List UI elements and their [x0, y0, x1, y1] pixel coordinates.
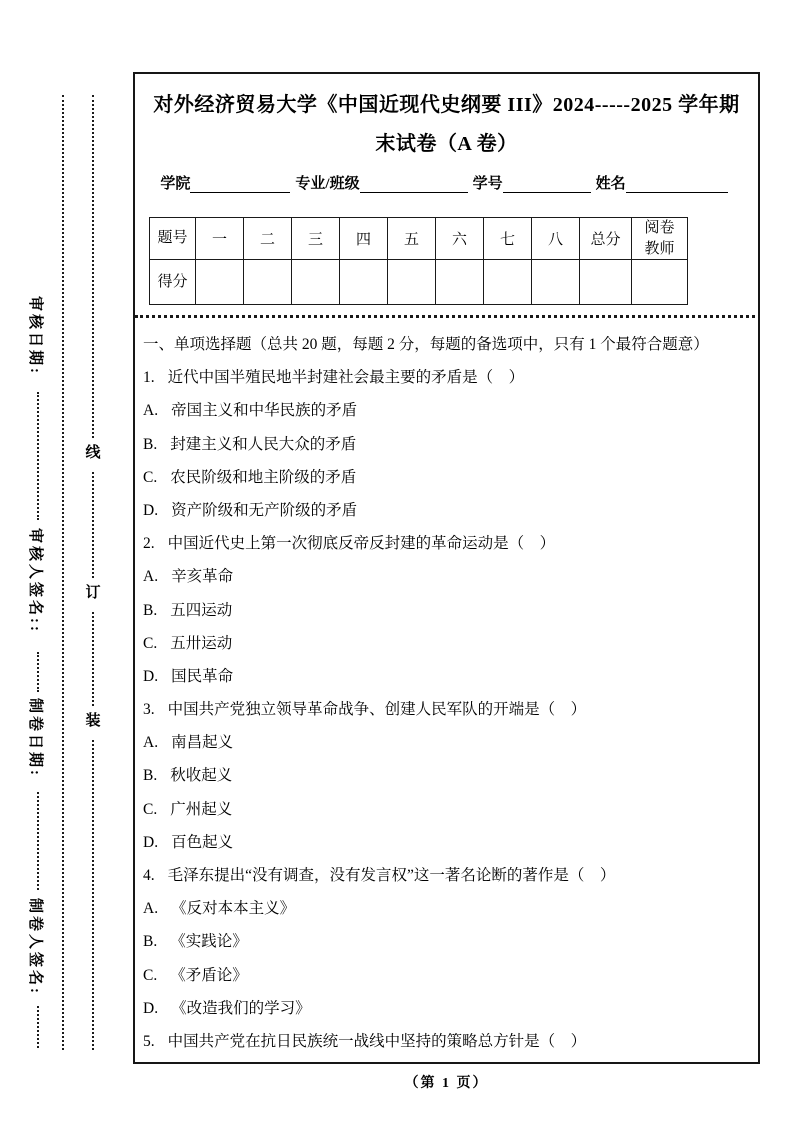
- student-info-fields: [135, 172, 758, 193]
- option-label: A.: [143, 402, 159, 420]
- table-header-4: 四: [340, 218, 388, 260]
- option-label: C.: [143, 468, 158, 486]
- option-label: D.: [143, 501, 159, 519]
- binding-dotted-line: [62, 95, 64, 1050]
- question-text: 中国共产党在抗日民族统一战线中坚持的策略总方针是（ ）: [167, 1032, 587, 1050]
- score-table-score-row: [150, 260, 688, 305]
- field-college-label: 学院: [160, 176, 191, 192]
- margin-label-maker-signature: 制卷人签名:: [27, 898, 43, 996]
- binding-char-staple: 订: [85, 585, 101, 601]
- option-label: D.: [143, 667, 159, 685]
- option-line: [143, 759, 750, 792]
- question-stem: [143, 527, 750, 560]
- question-stem: [143, 859, 750, 892]
- option-label: B.: [143, 767, 158, 785]
- option-text: 辛亥革命: [171, 568, 234, 586]
- table-header-3: 三: [292, 218, 340, 260]
- question-number: 5.: [143, 1032, 155, 1050]
- field-college-blank: [190, 177, 290, 193]
- option-line: [143, 826, 750, 859]
- option-label: A.: [143, 568, 159, 586]
- option-label: B.: [143, 601, 158, 619]
- section-heading: 一、单项选择题（总共 20 题，每题 2 分，每题的备选项中，只有 1 个最符合题意）: [143, 336, 709, 353]
- score-cell-empty: [292, 260, 340, 305]
- option-line: [143, 494, 750, 527]
- option-line: [143, 892, 750, 925]
- option-line: [143, 461, 750, 494]
- option-text: 资产阶级和无产阶级的矛盾: [171, 501, 358, 519]
- option-label: C.: [143, 966, 158, 984]
- option-label: A.: [143, 734, 159, 752]
- field-student-id-label: 学号: [472, 176, 503, 192]
- question-number: 2.: [143, 535, 155, 553]
- table-header-question-no: 题号: [150, 218, 196, 260]
- option-text: 秋收起义: [170, 767, 233, 785]
- option-label: C.: [143, 800, 158, 818]
- table-header-total: 总分: [580, 218, 632, 260]
- table-score-label: 得分: [150, 260, 196, 305]
- option-label: B.: [143, 435, 158, 453]
- binding-char-line: 线: [85, 445, 101, 461]
- score-cell-empty: [244, 260, 292, 305]
- table-header-8: 八: [532, 218, 580, 260]
- option-line: [143, 959, 750, 992]
- table-header-1: 一: [196, 218, 244, 260]
- option-text: 百色起义: [171, 833, 234, 851]
- margin-label-maker-date: 制卷日期:: [27, 698, 43, 778]
- question-text: 中国共产党独立领导革命战争、创建人民军队的开端是（ ）: [167, 701, 587, 719]
- option-label: D.: [143, 833, 159, 851]
- question-stem: [143, 1025, 750, 1058]
- table-header-2: 二: [244, 218, 292, 260]
- option-text: 《改造我们的学习》: [171, 999, 311, 1017]
- option-line: [143, 660, 750, 693]
- field-student-id-blank: [503, 177, 591, 193]
- table-header-6: 六: [436, 218, 484, 260]
- option-label: D.: [143, 999, 159, 1017]
- table-header-grader: 阅卷教师: [632, 218, 688, 260]
- option-text: 《实践论》: [170, 933, 248, 951]
- question-section: [143, 328, 750, 1058]
- binding-dotted-line: [92, 95, 94, 438]
- score-cell-empty: [436, 260, 484, 305]
- option-label: B.: [143, 933, 158, 951]
- binding-dotted-line: [92, 612, 94, 706]
- margin-label-review-date: 审核日期:: [27, 296, 43, 376]
- binding-dotted-line: [92, 472, 94, 578]
- field-college: [160, 172, 290, 193]
- exam-content-box: [133, 72, 760, 1064]
- field-major-class-blank: [360, 177, 468, 193]
- question-number: 1.: [143, 369, 155, 387]
- option-line: [143, 428, 750, 461]
- score-table: [149, 217, 688, 305]
- option-text: 《矛盾论》: [170, 966, 248, 984]
- question-stem: [143, 361, 750, 394]
- field-major-class: [295, 172, 467, 193]
- table-header-7: 七: [484, 218, 532, 260]
- option-text: 《反对本本主义》: [171, 900, 296, 918]
- field-name-label: 姓名: [595, 176, 626, 192]
- question-text: 毛泽东提出“没有调查，没有发言权”这一著名论断的著作是（ ）: [167, 867, 616, 884]
- score-cell-empty: [340, 260, 388, 305]
- option-line: [143, 793, 750, 826]
- option-text: 封建主义和人民大众的矛盾: [170, 435, 357, 453]
- option-line: [143, 394, 750, 427]
- page-number-footer: （第 1 页）: [404, 1076, 489, 1091]
- option-text: 广州起义: [170, 800, 233, 818]
- option-line: [143, 560, 750, 593]
- option-text: 南昌起义: [171, 734, 234, 752]
- option-line: [143, 726, 750, 759]
- question-text: 近代中国半殖民地半封建社会最主要的矛盾是（ ）: [167, 369, 525, 387]
- fill-in-dotted-line: [37, 392, 39, 520]
- option-text: 五卅运动: [170, 634, 233, 652]
- field-student-id: [473, 172, 591, 193]
- option-line: [143, 992, 750, 1025]
- score-table-header-row: [150, 218, 688, 260]
- score-cell-empty: [532, 260, 580, 305]
- option-line: [143, 594, 750, 627]
- dotted-separator: [135, 315, 755, 318]
- margin-label-reviewer-signature: 审核人签名::: [27, 528, 43, 634]
- option-line: [143, 627, 750, 660]
- question-number: 4.: [143, 867, 155, 884]
- binding-char-bind: 装: [85, 713, 101, 729]
- option-text: 国民革命: [171, 667, 234, 685]
- exam-title-line2: 末试卷（A 卷）: [375, 133, 518, 155]
- question-number: 3.: [143, 701, 155, 719]
- score-cell-empty: [196, 260, 244, 305]
- score-cell-empty: [632, 260, 688, 305]
- field-name-blank: [626, 177, 728, 193]
- fill-in-dotted-line: [37, 792, 39, 890]
- binding-dotted-line: [92, 740, 94, 1050]
- option-line: [143, 925, 750, 958]
- exam-title-line1: 对外经济贸易大学《中国近现代史纲要 III》2024-----2025 学年期: [153, 94, 740, 116]
- option-text: 帝国主义和中华民族的矛盾: [171, 402, 358, 420]
- question-stem: [143, 693, 750, 726]
- option-label: C.: [143, 634, 158, 652]
- question-text: 中国近代史上第一次彻底反帝反封建的革命运动是（ ）: [167, 535, 556, 553]
- option-text: 农民阶级和地主阶级的矛盾: [170, 468, 357, 486]
- option-label: A.: [143, 900, 159, 918]
- table-header-5: 五: [388, 218, 436, 260]
- field-name: [596, 172, 728, 193]
- fill-in-dotted-line: [37, 652, 39, 692]
- fill-in-dotted-line: [37, 1006, 39, 1048]
- score-cell-empty: [580, 260, 632, 305]
- option-text: 五四运动: [170, 601, 233, 619]
- score-cell-empty: [484, 260, 532, 305]
- score-cell-empty: [388, 260, 436, 305]
- field-major-class-label: 专业/班级: [295, 176, 360, 192]
